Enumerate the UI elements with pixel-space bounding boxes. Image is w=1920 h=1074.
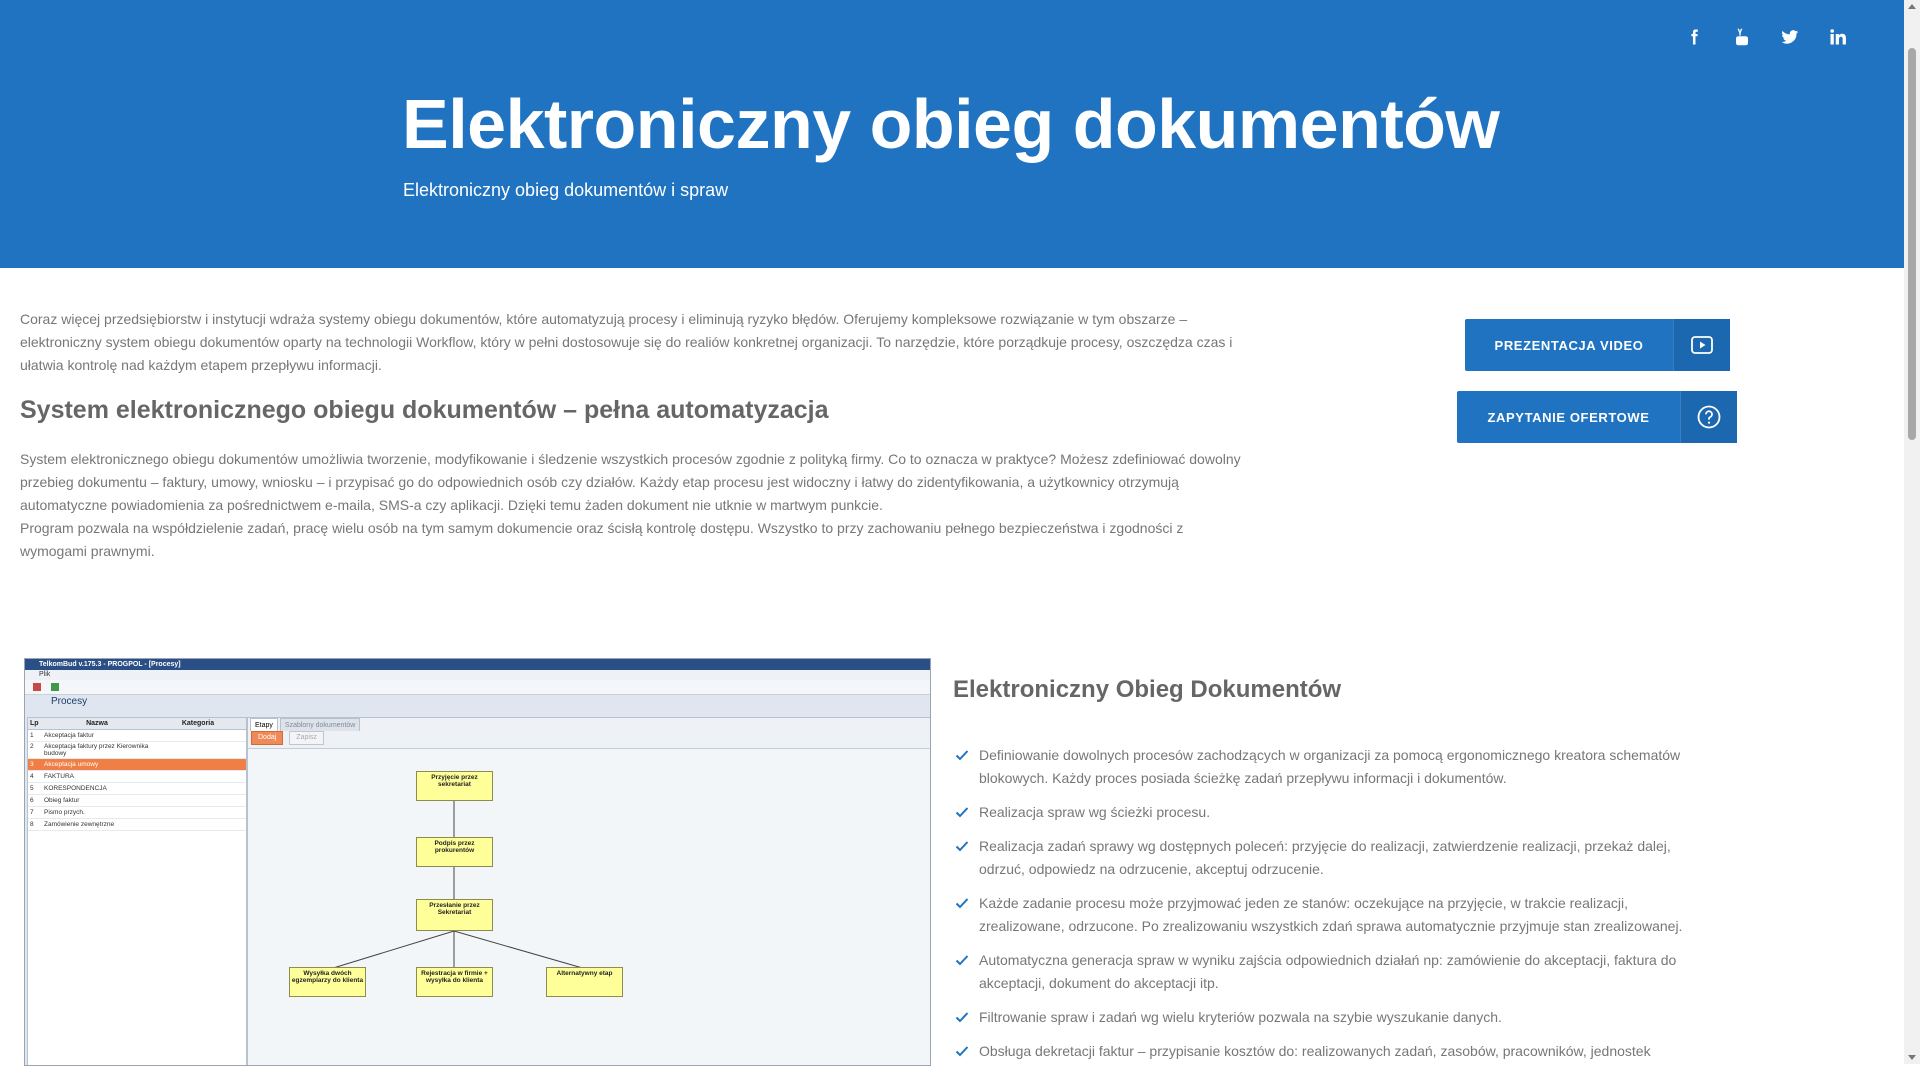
column-category: Kategoria [181,720,215,727]
row-name: KORESPONDENCJA [44,785,107,792]
check-icon [955,746,969,760]
check-icon [955,951,969,965]
flow-node: Podpis przez prokurentów [416,837,493,867]
section-paragraph-1: System elektronicznego obiegu dokumentów umożliwia tworzenie, modyfikowanie i śledzenie wszystkich procesów zgodnie z polityką firmy. Co to oznacza w praktyce? Możesz zdefiniować dowolny przebieg dokumentu – faktury, umowy, wniosku – i przypisać go do odpowiednich osób czy działów. Każdy etap procesu jest widoczny i łatwy do zidentyfikowania, a użytkownicy otrzymują automatyczne powiadomienia za pośrednictwem e-maila, SMS-a czy aplikacji. Dzięki temu żaden dokument nie utknie w martwym punkcie. [20,451,1241,513]
section-body [20,448,1245,563]
table-row [28,742,246,759]
question-circle-icon [1680,391,1737,443]
offer-request-button[interactable] [1457,391,1737,443]
table-row [28,730,246,742]
table-row [28,795,246,807]
app-screenshot [24,658,931,1066]
check-icon [955,803,969,817]
app-add-button: Dodaj [251,731,283,745]
feature-text: Obsługa dekretacji faktur – przypisanie kosztów do: realizowanych zadań, zasobów, pracowników, jednostek [979,1043,1651,1059]
check-icon [955,1042,969,1056]
row-lp: 7 [30,809,34,816]
row-name: Akceptacja faktury przez Kierownika budowy [44,743,149,757]
hero-header [0,0,1904,268]
row-name: Zamówienie zewnętrzne [44,821,115,828]
designer-tabs [248,718,930,731]
table-row [28,771,246,783]
row-name: FAKTURA [44,773,74,780]
flow-node: Rejestracja w firmie + wysyłka do klienta [416,967,493,997]
page-title: Elektroniczny obieg dokumentów [402,85,1500,163]
flow-node: Wysyłka dwóch egzemplarzy do klienta [289,967,366,997]
row-lp: 1 [30,732,34,739]
tab-document-templates: Szablony dokumentów [280,718,360,731]
scrollbar-thumb[interactable] [1908,48,1916,440]
video-presentation-button[interactable] [1465,319,1730,371]
social-links [1684,26,1848,48]
feature-text: Realizacja spraw wg ścieżki procesu. [979,804,1211,820]
feature-text: Każde zadanie procesu może przyjmować jeden ze stanów: oczekujące na przyjęcie, w trakcie realizacji, zrealizowane, odrzucone. Po zrealizowaniu wszystkich zdań sprawa automatycznie przyjmuje stan zrealizowanej. [979,895,1683,934]
list-item [955,801,1715,824]
features-list [955,744,1715,1074]
row-lp: 2 [30,743,34,750]
app-menu-file: Plik [25,670,930,680]
flow-connectors [248,749,930,1066]
list-item [955,835,1715,881]
flow-node: Przesłanie przez Sekretariat [416,899,493,931]
flow-node: Przyjęcie przez sekretariat [416,771,493,801]
twitter-icon[interactable] [1780,26,1800,48]
table-row [28,783,246,795]
row-lp: 6 [30,797,34,804]
designer-buttons [248,731,930,745]
check-icon [955,1008,969,1022]
row-name: Obieg faktur [44,797,80,804]
row-name: Akceptacja faktur [44,732,94,739]
app-calendar-icon [33,683,41,691]
flow-node: Alternatywny etap [546,967,623,997]
list-item [955,744,1715,790]
offer-request-label: ZAPYTANIE OFERTOWE [1487,409,1650,425]
column-name: Nazwa [86,720,108,727]
scroll-up-arrow-icon[interactable] [1908,4,1916,9]
video-presentation-label: PREZENTACJA VIDEO [1494,337,1644,353]
app-panel-title: Procesy [51,696,88,707]
app-window-title: TelkomBud v.175.3 - PROGPOL - [Procesy] [25,659,930,670]
play-video-icon [1673,319,1730,371]
process-designer [247,717,931,1066]
check-icon [955,894,969,908]
flow-diagram [248,748,930,1066]
feature-text: Definiowanie dowolnych procesów zachodzących w organizacji za pomocą ergonomicznego kreatora schematów blokowych. Każdy proces posiada ścieżkę zadań przepływu informacji i dokumentów. [979,747,1681,786]
process-list-header [28,718,246,730]
features-heading: Elektroniczny Obieg Dokumentów [953,676,1342,703]
feature-text: Filtrowanie spraw i zadań wg wielu kryteriów pozwala na szybie wyszukanie danych. [979,1009,1502,1025]
list-item [955,1040,1715,1063]
check-icon [955,837,969,851]
scroll-down-arrow-icon[interactable] [1908,1055,1916,1060]
process-list [27,717,247,1066]
app-add-icon [51,683,59,691]
list-item [955,949,1715,995]
tab-stages: Etapy [250,718,278,731]
section-paragraph-2: Program pozwala na współdzielenie zadań, pracę wielu osób na tym samym dokumencie oraz ścisłą kontrolę dostępu. Wszystko to przy zachowaniu pełnego bezpieczeństwa i zgodności z wymogami prawnymi. [20,520,1184,559]
feature-text: Realizacja zadań sprawy wg dostępnych poleceń: przyjęcie do realizacji, zatwierdzenie realizacji, przekaż dalej, odrzuć, odpowiedz na odrzucenie, akceptuj odrzucenie. [979,838,1671,877]
youtube-icon[interactable] [1732,26,1752,48]
app-toolbar [25,680,930,695]
list-item [955,1006,1715,1029]
column-lp: Lp [30,720,39,727]
section-heading: System elektronicznego obiegu dokumentów – pełna automatyzacja [20,396,829,424]
table-row-selected [28,759,246,771]
table-row [28,819,246,831]
row-name: Akceptacja umowy [44,761,99,768]
app-save-button: Zapisz [289,731,324,745]
facebook-icon[interactable] [1684,26,1704,48]
table-row [28,807,246,819]
row-lp: 5 [30,785,34,792]
linkedin-icon[interactable] [1828,26,1848,48]
row-lp: 3 [30,761,34,768]
list-item [955,892,1715,938]
row-lp: 4 [30,773,34,780]
row-lp: 8 [30,821,34,828]
feature-text: Automatyczna generacja spraw w wyniku zajścia odpowiednich działań np: zamówienie do akceptacji, faktura do akceptacji, dokument do akceptacji itp. [979,952,1677,991]
intro-paragraph: Coraz więcej przedsiębiorstw i instytucji wdraża systemy obiegu dokumentów, które automatyzują procesy i eliminują ryzyko błędów. Oferujemy kompleksowe rozwiązanie w tym obszarze – elektroniczny system obiegu dokumentów oparty na technologii Workflow, który w pełni dostosowuje się do realiów konkretnej organizacji. To narzędzie, które porządkuje procesy, oszczędza czas i ułatwia kontrolę nad każdym etapem przepływu informacji. [20,311,1233,373]
page-subtitle: Elektroniczny obieg dokumentów i spraw [403,180,729,200]
row-name: Pismo przych. [44,809,85,816]
scrollbar[interactable] [1904,0,1920,1064]
